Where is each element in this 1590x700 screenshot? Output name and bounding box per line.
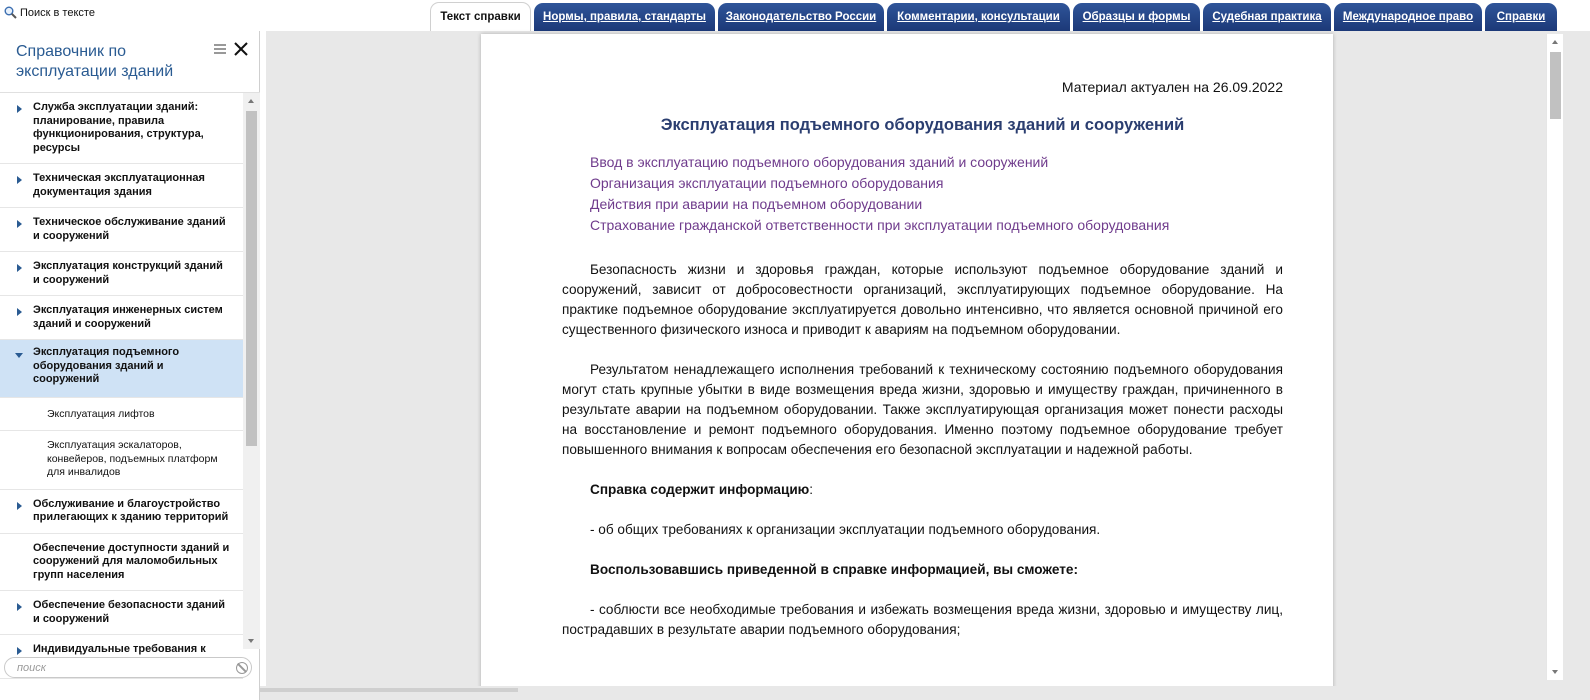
tab-forms[interactable]: Образцы и формы bbox=[1073, 3, 1200, 31]
sidebar-search bbox=[0, 653, 260, 700]
table-of-contents bbox=[562, 152, 1283, 236]
list-item: - об общих требованиях к организации эксплуатации подъемного оборудования. bbox=[590, 522, 1101, 537]
scrollbar-thumb[interactable] bbox=[1550, 52, 1561, 119]
sidebar-subitem-escalators[interactable] bbox=[0, 431, 243, 490]
sidebar-item-label: Обслуживание и благоустройство прилегающих к зданию территорий bbox=[33, 497, 229, 523]
scroll-down-icon[interactable] bbox=[1552, 670, 1558, 674]
heading-text: Справка содержит информацию bbox=[590, 482, 810, 497]
tab-references[interactable]: Справки bbox=[1485, 3, 1557, 31]
expand-arrow-icon bbox=[17, 603, 22, 611]
tab-norms[interactable]: Нормы, правила, стандарты bbox=[534, 3, 715, 31]
scrollbar-thumb[interactable] bbox=[246, 111, 257, 446]
toc-link-commissioning[interactable]: Ввод в эксплуатацию подъемного оборудования зданий и сооружений bbox=[590, 154, 1049, 170]
actual-date: Материал актуален на 26.09.2022 bbox=[1061, 79, 1283, 95]
sidebar-item-maintenance[interactable] bbox=[0, 208, 243, 252]
sidebar-item-label: Обеспечение доступности зданий и сооружений для маломобильных групп населения bbox=[33, 541, 230, 581]
sidebar-item-documentation[interactable] bbox=[0, 164, 243, 208]
sidebar-item-lifting-equipment[interactable] bbox=[0, 340, 243, 398]
sidebar-item-label: Эксплуатация подъемного оборудования зданий и сооружений bbox=[33, 346, 180, 385]
sidebar-item-label: Эксплуатация конструкций зданий и сооружений bbox=[33, 260, 223, 286]
search-in-text-button[interactable] bbox=[4, 6, 95, 19]
search-in-text-label: Поиск в тексте bbox=[20, 6, 95, 19]
expand-arrow-icon bbox=[17, 502, 22, 510]
sidebar-subitem-elevators[interactable] bbox=[0, 398, 243, 432]
document-scroll-area bbox=[266, 34, 1546, 680]
scrollbar-thumb[interactable] bbox=[260, 688, 518, 692]
paragraph-consequences: Результатом ненадлежащего исполнения требований к техническому состоянию подъемного оборудования могут стать крупные убытки в виде возмещения вреда жизни, здоровью и имуществу граждан, причиненного в результате аварии на подъемном оборудовании. Также эксплуатирующая организация может понести расходы на восстановление и ремонт подъемного оборудования. Именно поэтому подъемное оборудование требует повышенного внимания к вопросам обеспечения его безопасной эксплуатации и надежной работы. bbox=[562, 362, 1283, 457]
sidebar-item-safety[interactable] bbox=[0, 591, 243, 635]
sidebar-item-label: Эксплуатация инженерных систем зданий и сооружений bbox=[33, 304, 223, 330]
heading-contains bbox=[562, 480, 1283, 500]
sidebar bbox=[0, 31, 260, 700]
sidebar-title: Справочник по эксплуатации зданий bbox=[16, 43, 174, 80]
sidebar-item-label: Техническое обслуживание зданий и сооружений bbox=[33, 216, 226, 242]
sidebar-item-label: Эксплуатация эскалаторов, конвейеров, подъемных платформ для инвалидов bbox=[47, 439, 218, 478]
expand-arrow-icon bbox=[17, 105, 22, 113]
heading-colon: : bbox=[809, 482, 814, 497]
sidebar-item-accessibility[interactable] bbox=[0, 534, 243, 592]
list-item: - соблюсти все необходимые требования и избежать возмещения вреда жизни, здоровью и имуществу лиц, пострадавших в результате аварии подъемного оборудования; bbox=[562, 602, 1283, 637]
horizontal-scrollbar[interactable] bbox=[260, 686, 1590, 700]
close-icon[interactable] bbox=[232, 40, 250, 58]
expand-arrow-icon bbox=[17, 220, 22, 228]
sidebar-item-engineering-systems[interactable] bbox=[0, 296, 243, 340]
sidebar-item-label: Техническая эксплуатационная документация здания bbox=[33, 172, 205, 198]
expand-arrow-icon bbox=[17, 308, 22, 316]
document-body bbox=[562, 79, 1283, 640]
toc-link-organization[interactable]: Организация эксплуатации подъемного оборудования bbox=[590, 175, 944, 191]
menu-icon[interactable] bbox=[214, 44, 226, 56]
sidebar-search-input[interactable] bbox=[4, 657, 252, 678]
clear-search-icon[interactable] bbox=[236, 662, 248, 674]
scroll-up-icon[interactable] bbox=[248, 99, 254, 103]
heading-you-can: Воспользовавшись приведенной в справке информацией, вы сможете: bbox=[590, 562, 1079, 577]
expand-arrow-icon bbox=[17, 176, 22, 184]
document-page bbox=[481, 34, 1333, 694]
toc-link-accident-actions[interactable]: Действия при аварии на подъемном оборудовании bbox=[590, 196, 923, 212]
sidebar-item-label: Индивидуальные требования к bbox=[33, 643, 206, 655]
sidebar-item-label: Служба эксплуатации зданий: планирование, правила функционирования, структура, ресурсы bbox=[33, 101, 204, 154]
scroll-up-icon[interactable] bbox=[1552, 40, 1558, 44]
sidebar-header bbox=[0, 31, 260, 93]
sidebar-item-structures[interactable] bbox=[0, 252, 243, 296]
top-bar bbox=[0, 0, 1590, 31]
tab-bar bbox=[430, 2, 1557, 31]
document-scrollbar[interactable] bbox=[1546, 34, 1563, 680]
toc-link-insurance[interactable]: Страхование гражданской ответственности при эксплуатации подъемного оборудования bbox=[590, 217, 1170, 233]
sidebar-tree bbox=[0, 93, 243, 655]
sidebar-item-label: Эксплуатация лифтов bbox=[47, 407, 155, 420]
expand-arrow-icon bbox=[17, 264, 22, 272]
paragraph-intro: Безопасность жизни и здоровья граждан, которые используют подъемное оборудование зданий и сооружений, зависит от добросовестности организаций, эксплуатирующих подъемное оборудование. На практике подъемное оборудование эксплуатируется довольно интенсивно, что является основной причиной его существенного физического износа и приводит к авариям на подъемном оборудовании. bbox=[562, 262, 1283, 337]
tab-text[interactable]: Текст справки bbox=[430, 2, 531, 31]
tab-comments[interactable]: Комментарии, консультации bbox=[887, 3, 1070, 31]
magnifier-icon bbox=[4, 6, 17, 19]
tab-international-law[interactable]: Международное право bbox=[1334, 3, 1482, 31]
sidebar-item-territories[interactable] bbox=[0, 490, 243, 534]
document-viewer bbox=[266, 31, 1590, 700]
collapse-arrow-icon bbox=[15, 353, 23, 358]
tab-court-practice[interactable]: Судебная практика bbox=[1203, 3, 1331, 31]
scroll-down-icon[interactable] bbox=[248, 639, 254, 643]
sidebar-item-label: Обеспечение безопасности зданий и сооружений bbox=[33, 599, 225, 625]
document-title: Эксплуатация подъемного оборудования зданий и сооружений bbox=[660, 116, 1185, 134]
sidebar-item-service[interactable] bbox=[0, 93, 243, 164]
tab-legislation[interactable]: Законодательство России bbox=[718, 3, 884, 31]
sidebar-scrollbar[interactable] bbox=[243, 93, 260, 649]
